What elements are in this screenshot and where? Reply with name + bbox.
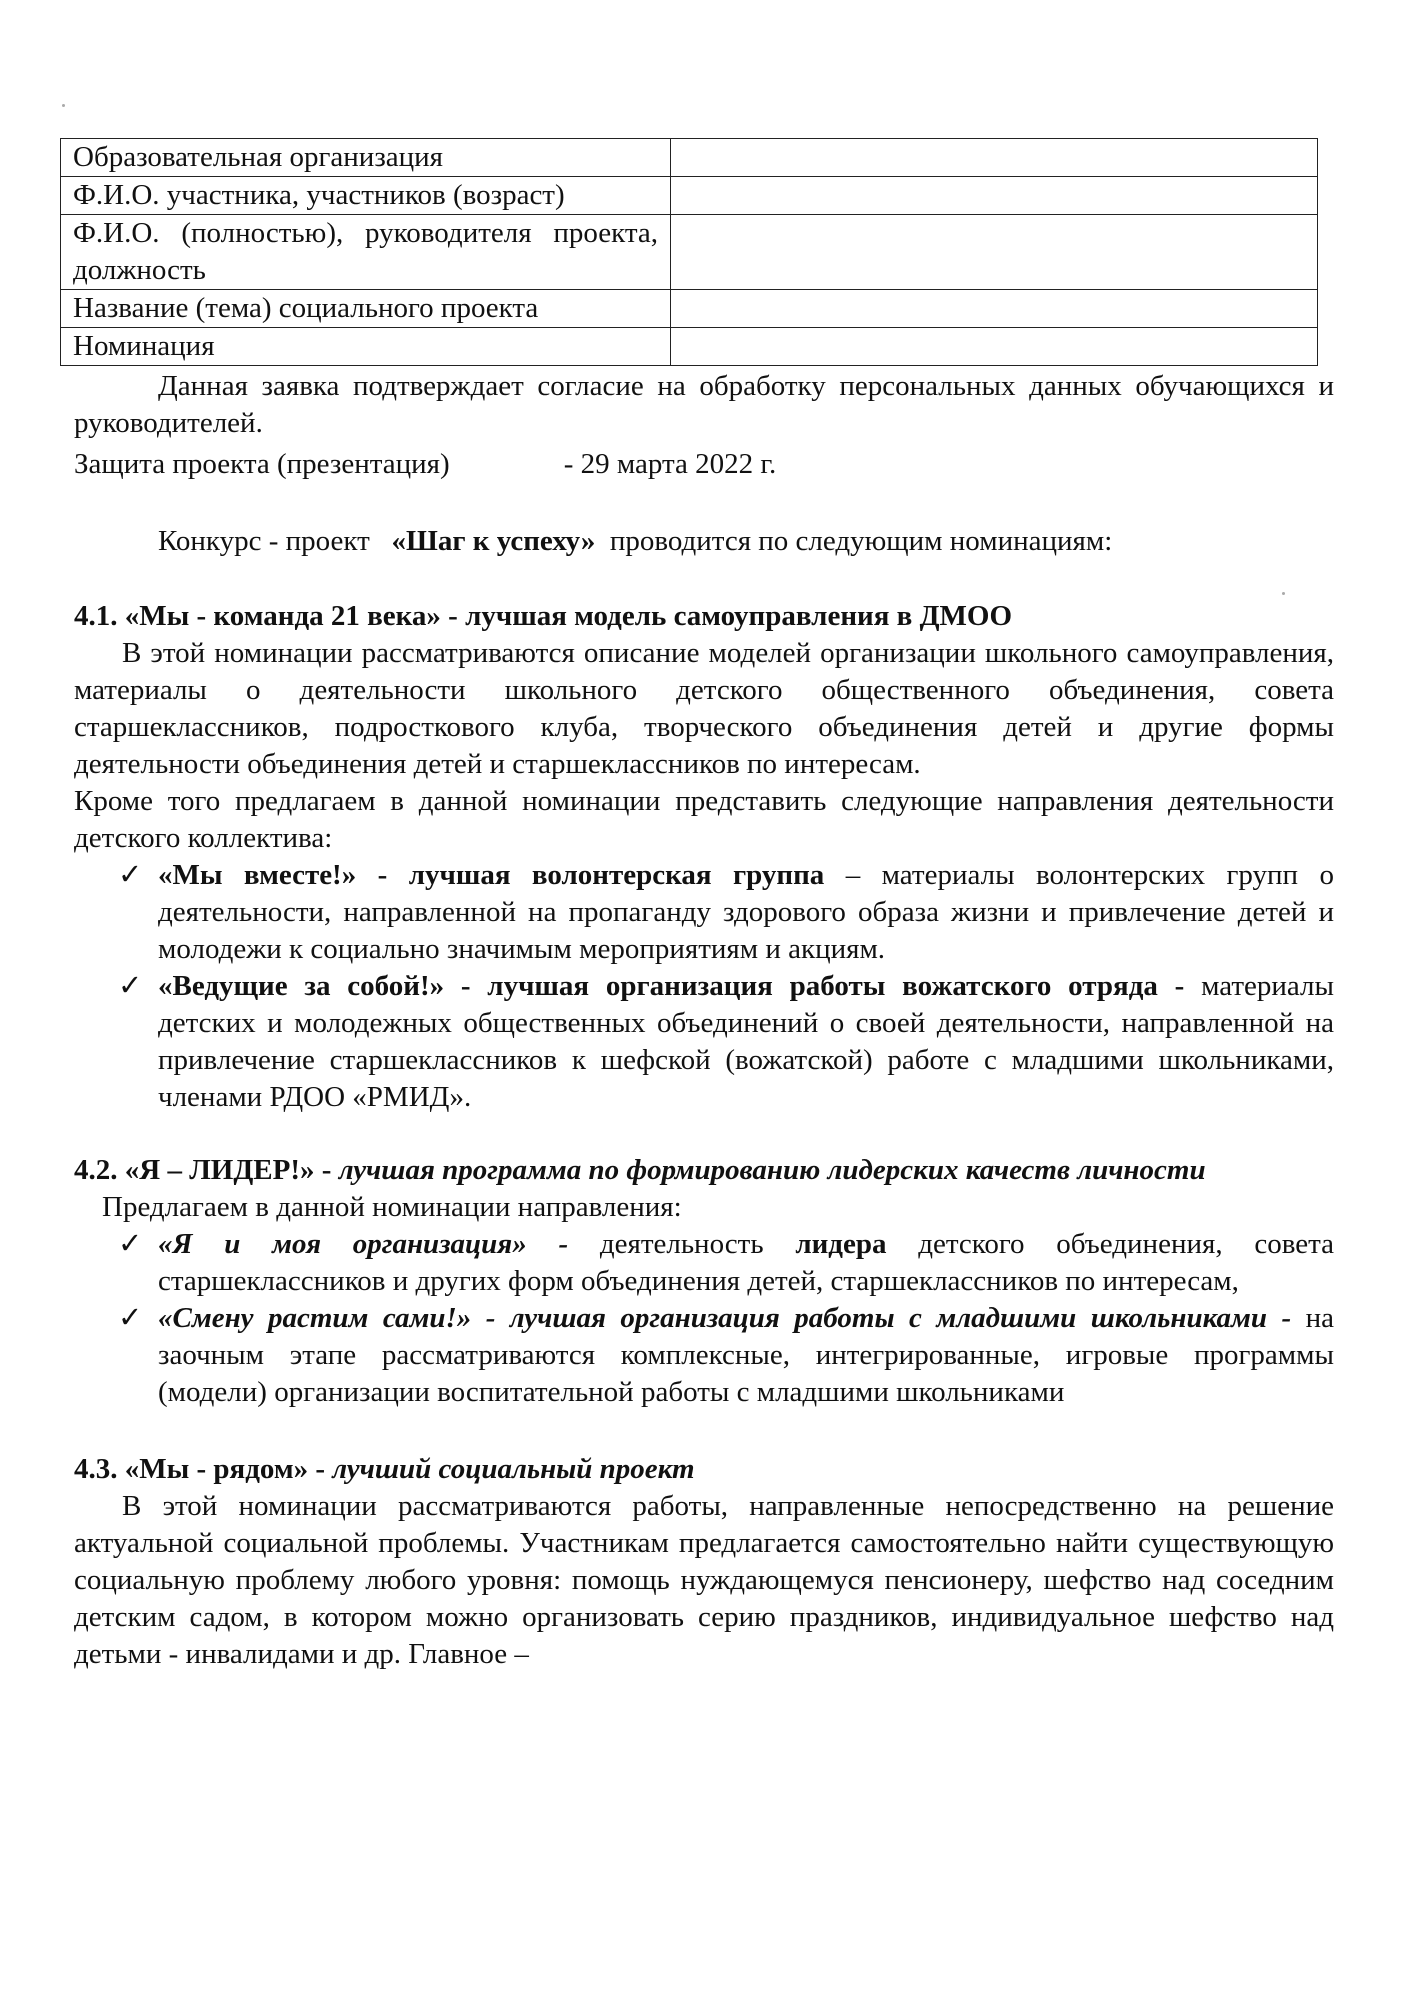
document-page (74, 138, 1334, 1673)
section-4-2-list (74, 1226, 1334, 1411)
defense-date: - 29 марта 2022 г. (563, 448, 777, 480)
table-cell-label: Образовательная организация (61, 139, 671, 177)
consent-paragraph: Данная заявка подтверждает согласие на обработку персональных данных обучающихся и руководителей. (74, 370, 1334, 439)
table-row (61, 177, 1318, 215)
table-cell-value[interactable] (671, 215, 1318, 290)
section-4-1-paragraph: В этой номинации рассматриваются описание моделей организации школьного самоуправления, материалы о деятельности школьного детского общественного объединения, совета старшеклассников, подросткового клуба, творческого объединения детей и другие формы деятельности объединения детей и старшеклассников по интересам. (74, 637, 1334, 780)
table-cell-label: Номинация (61, 328, 671, 366)
section-4-3-paragraph: В этой номинации рассматриваются работы, направленные непосредственно на решение актуальной социальной проблемы. Участникам предлагается самостоятельно найти существующую социальную проблему любого уровня: помощь нуждающемуся пенсионеру, шефство над соседним детским садом, в котором можно организовать серию праздников, индивидуальное шефство над детьми - инвалидами и др. Главное – (74, 1490, 1334, 1670)
contest-name: «Шаг к успеху» (391, 525, 596, 557)
defense-label: Защита проекта (презентация) (74, 448, 450, 480)
check-icon: ✓ (118, 859, 143, 891)
table-row (61, 215, 1318, 290)
defense-line (74, 446, 1334, 483)
section-4-2-intro: Предлагаем в данной номинации направления: (102, 1191, 682, 1223)
section-4-1-list (74, 857, 1334, 1116)
check-icon: ✓ (118, 970, 143, 1002)
table-cell-label: Ф.И.О. (полностью), руководителя проекта, должность (61, 215, 671, 290)
list-item: ✓ «Я и моя организация» - деятельность лидера детского объединения, совета старшеклассников и других форм объединения детей, старшеклассников по интересам, (118, 1228, 1334, 1297)
table-row (61, 328, 1318, 366)
application-form-table (60, 138, 1318, 366)
section-4-2-heading: 4.2. «Я – ЛИДЕР!» - лучшая программа по формированию лидерских качеств личности (74, 1154, 1206, 1186)
table-cell-value[interactable] (671, 328, 1318, 366)
list-item: ✓ «Смену растим сами!» - лучшая организация работы с младшими школьниками - на заочным этапе рассматриваются комплексные, интегрированные, игровые программы (модели) организации воспитательной работы с младшими школьниками (118, 1302, 1334, 1408)
table-row (61, 290, 1318, 328)
section-4-1-heading: 4.1. «Мы - команда 21 века» - лучшая модель самоуправления в ДМОО (74, 600, 1013, 632)
check-icon: ✓ (118, 1302, 143, 1334)
check-icon: ✓ (118, 1228, 143, 1260)
table-row (61, 139, 1318, 177)
table-cell-value[interactable] (671, 177, 1318, 215)
section-4-3-heading: 4.3. «Мы - рядом» - лучший социальный проект (74, 1453, 695, 1485)
list-item: ✓ «Ведущие за собой!» - лучшая организация работы вожатского отряда - материалы детских и молодежных общественных объединений о своей деятельности, направленной на привлечение старшеклассников к шефской (вожатской) работе с младшими школьниками, членами РДОО «РМИД». (118, 970, 1335, 1113)
scan-speck (62, 104, 65, 107)
contest-intro: Конкурс - проект «Шаг к успеху» проводится по следующим номинациям: (158, 525, 1113, 557)
table-cell-label: Название (тема) социального проекта (61, 290, 671, 328)
table-cell-value[interactable] (671, 139, 1318, 177)
table-cell-label: Ф.И.О. участника, участников (возраст) (61, 177, 671, 215)
section-4-1-paragraph-2: Кроме того предлагаем в данной номинации представить следующие направления деятельности детского коллектива: (74, 785, 1334, 854)
list-item: ✓ «Мы вместе!» - лучшая волонтерская группа – материалы волонтерских групп о деятельности, направленной на пропаганду здорового образа жизни и привлечение детей и молодежи к социально значимым мероприятиям и акциям. (118, 859, 1334, 965)
table-cell-value[interactable] (671, 290, 1318, 328)
